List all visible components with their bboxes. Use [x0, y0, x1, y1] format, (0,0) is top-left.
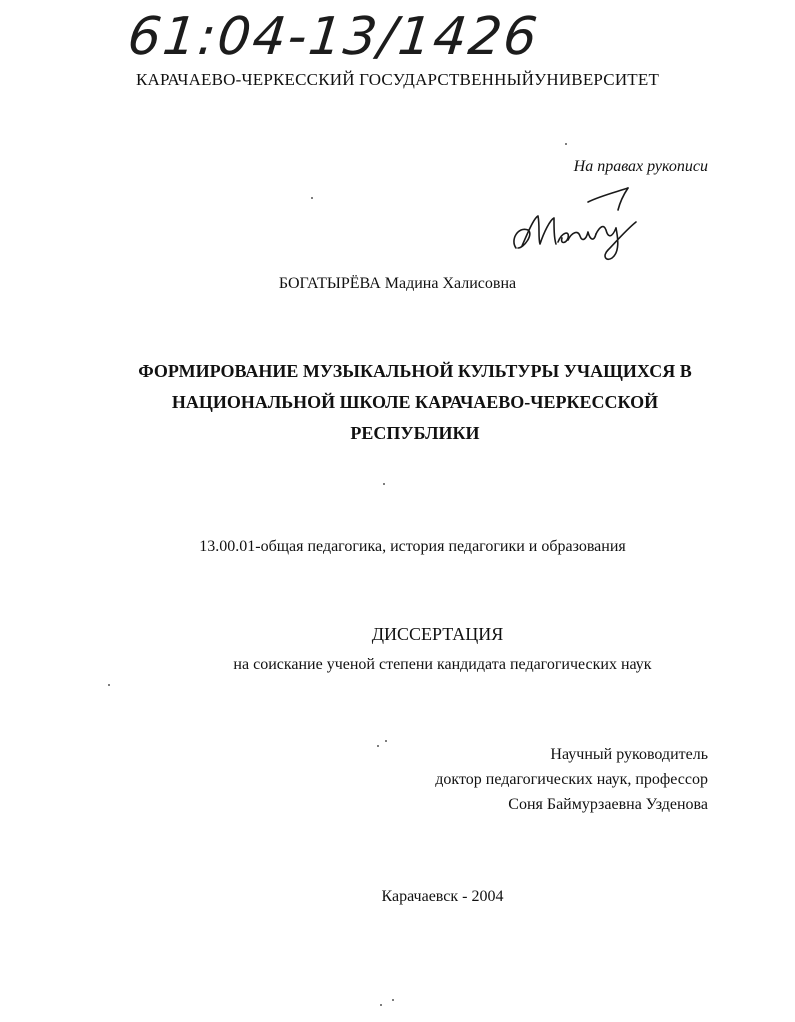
place-and-year: Карачаевск - 2004 — [381, 888, 504, 905]
supervisor-name: Соня Баймурзаевна Узденова — [508, 796, 708, 813]
degree-description: на соискание ученой степени кандидата педагогических наук — [233, 656, 652, 673]
dissertation-title — [120, 356, 710, 449]
scan-speck — [380, 1004, 382, 1006]
title-line: РЕСПУБЛИКИ — [350, 423, 480, 443]
title-line: ФОРМИРОВАНИЕ МУЗЫКАЛЬНОЙ КУЛЬТУРЫ УЧАЩИХСЯ В — [138, 361, 692, 381]
supervisor-rank: доктор педагогических наук, профессор — [435, 771, 708, 788]
signature — [508, 182, 648, 262]
scan-speck — [108, 684, 110, 686]
title-line: НАЦИОНАЛЬНОЙ ШКОЛЕ КАРАЧАЕВО-ЧЕРКЕССКОЙ — [171, 392, 659, 412]
supervisor-block — [390, 742, 708, 817]
scan-speck — [565, 143, 567, 145]
scan-speck — [392, 999, 394, 1001]
supervisor-role: Научный руководитель — [550, 746, 708, 763]
signature-drawing — [508, 182, 648, 262]
scan-speck — [383, 483, 385, 485]
manuscript-note: На правах рукописи — [573, 158, 708, 175]
specialty-code: 13.00.01-общая педагогика, история педагогики и образования — [199, 538, 626, 555]
handwritten-archive-code: 61:04-13/1426 — [124, 7, 542, 67]
document-type: ДИССЕРТАЦИЯ — [371, 624, 504, 644]
author-name: БОГАТЫРЁВА Мадина Халисовна — [278, 275, 517, 292]
scan-speck — [385, 740, 387, 742]
scan-speck — [377, 745, 379, 747]
university-name: КАРАЧАЕВО-ЧЕРКЕССКИЙ ГОСУДАРСТВЕННЫЙУНИВЕРСИТЕТ — [135, 70, 660, 89]
scan-speck — [311, 197, 313, 199]
